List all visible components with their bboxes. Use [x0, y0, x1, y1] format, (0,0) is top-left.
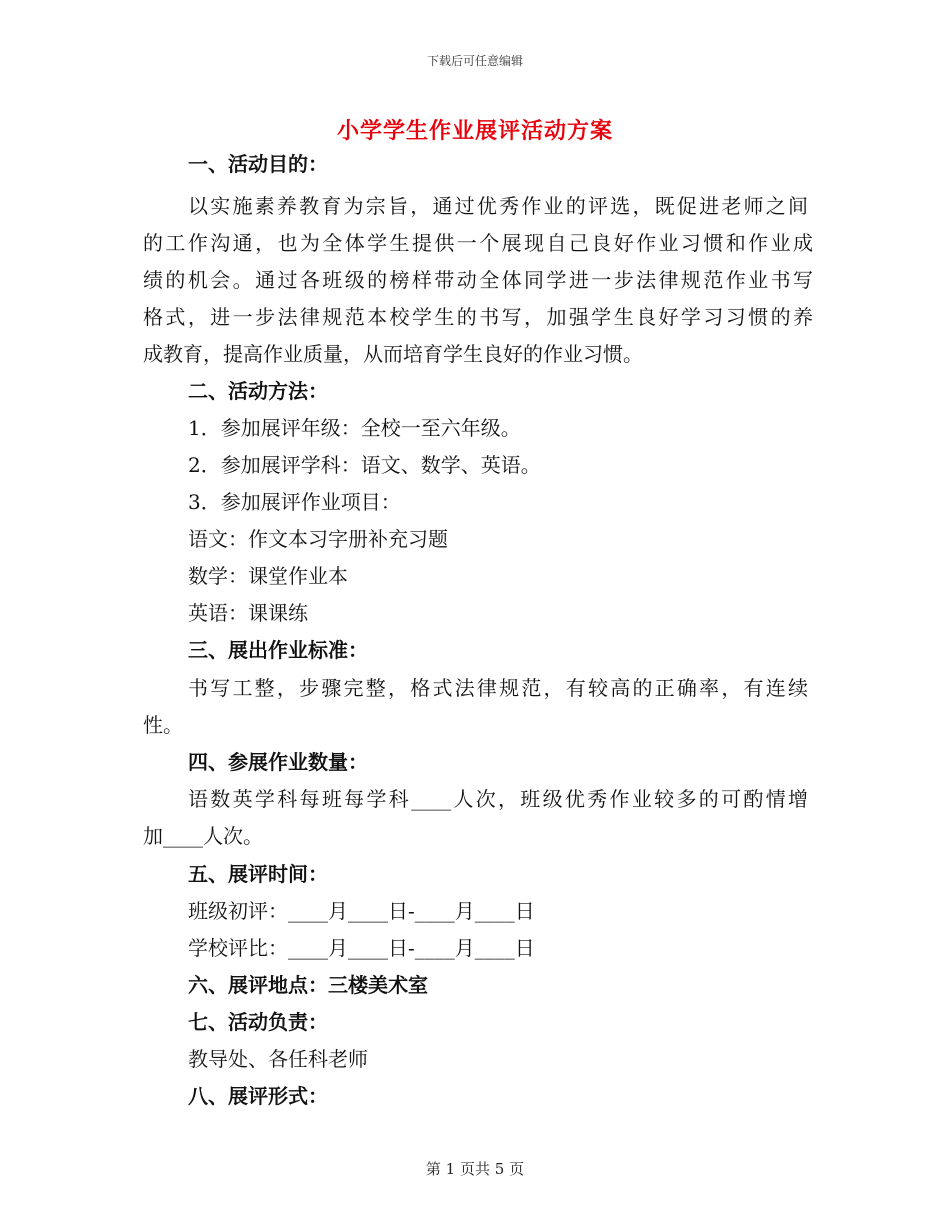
subject-item: 语文：作文本习字册补充习题	[188, 527, 448, 551]
page-footer: 第 1 页共 5 页	[425, 1160, 525, 1178]
paragraph-line: 书写工整，步骤完整，格式法律规范，有较高的正确率，有连续	[188, 676, 808, 700]
document-title: 小学学生作业展评活动方案	[336, 118, 613, 144]
list-item: 2．参加展评学科：语文、数学、英语。	[188, 453, 541, 477]
subject-item: 英语：课课练	[188, 601, 308, 625]
paragraph-line: 格式，进一步法律规范本校学生的书写，加强学生良好学习习惯的养	[143, 305, 813, 329]
section-heading-format: 八、展评形式：	[188, 1084, 328, 1108]
schedule-line: 班级初评：____月____日-____月____日	[188, 899, 535, 923]
section-heading-method: 二、活动方法：	[188, 379, 328, 403]
header-note: 下载后可任意编辑	[426, 54, 523, 68]
subject-item: 数学：课堂作业本	[188, 564, 348, 588]
paragraph-line: 语数英学科每班每学科____人次，班级优秀作业较多的可酌情增	[188, 787, 808, 811]
list-item: 1．参加展评年级：全校一至六年级。	[188, 416, 521, 440]
paragraph-line: 教导处、各任科老师	[188, 1047, 368, 1071]
section-heading-responsible: 七、活动负责：	[188, 1010, 328, 1034]
schedule-line: 学校评比：____月____日-____月____日	[188, 936, 535, 960]
section-heading-purpose: 一、活动目的：	[188, 152, 328, 176]
section-heading-time: 五、展评时间：	[188, 862, 328, 886]
section-heading-quantity: 四、参展作业数量：	[188, 750, 368, 774]
list-item: 3．参加展评作业项目：	[188, 490, 401, 514]
section-heading-standard: 三、展出作业标准：	[188, 638, 368, 662]
paragraph-line: 的工作沟通，也为全体学生提供一个展现自己良好作业习惯和作业成	[143, 231, 813, 255]
section-heading-location: 六、展评地点：三楼美术室	[188, 973, 428, 997]
paragraph-line: 加____人次。	[143, 824, 263, 848]
paragraph-line: 性。	[143, 713, 183, 737]
paragraph-line: 绩的机会。通过各班级的榜样带动全体同学进一步法律规范作业书写	[143, 268, 813, 292]
paragraph-line: 成教育，提高作业质量，从而培育学生良好的作业习惯。	[143, 342, 643, 366]
paragraph-line: 以实施素养教育为宗旨，通过优秀作业的评选，既促进老师之间	[188, 194, 808, 218]
